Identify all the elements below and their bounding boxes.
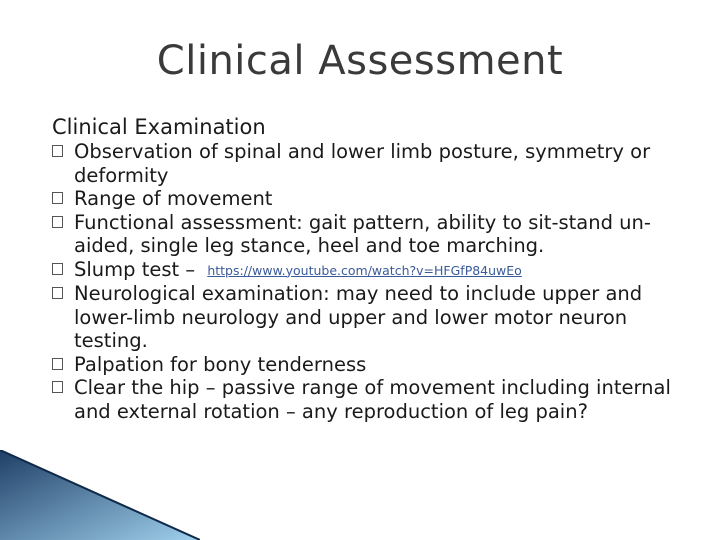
list-item [52,211,692,258]
bullet-box-icon [52,263,63,275]
list-item [52,376,692,423]
slump-test-video-link[interactable]: https://www.youtube.com/watch?v=HFGfP84uwEo [207,262,522,278]
bullet-box-icon [52,358,63,370]
bullet-box-icon [52,216,63,228]
list-item [52,140,692,187]
bullet-box-icon [52,192,63,204]
list-item-text: Observation of spinal and lower limb posture, symmetry or deformity [74,140,651,187]
list-item-text: Palpation for bony tenderness [74,352,367,376]
slide-title: Clinical Assessment [156,38,564,84]
bullet-box-icon [52,381,63,393]
list-item-text: Clear the hip – passive range of movement including internal and external rotation – any reproduction of leg pain? [74,376,671,423]
list-item [52,282,692,353]
list-item-text: Neurological examination: may need to include upper and lower-limb neurology and upper and lower motor neuron testing. [74,282,643,352]
corner-swoosh-decoration [0,450,200,540]
list-item [52,353,692,377]
bullet-list [52,140,692,423]
list-item [52,187,692,211]
list-item-text: Slump test – [74,257,196,281]
list-item [52,258,692,283]
bullet-box-icon [52,145,63,157]
bullet-box-icon [52,287,63,299]
list-item-text: Functional assessment: gait pattern, ability to sit-stand un-aided, single leg stance, heel and toe marching. [74,210,651,257]
slide-subtitle: Clinical Examination [52,115,266,139]
list-item-text: Range of movement [74,187,273,210]
